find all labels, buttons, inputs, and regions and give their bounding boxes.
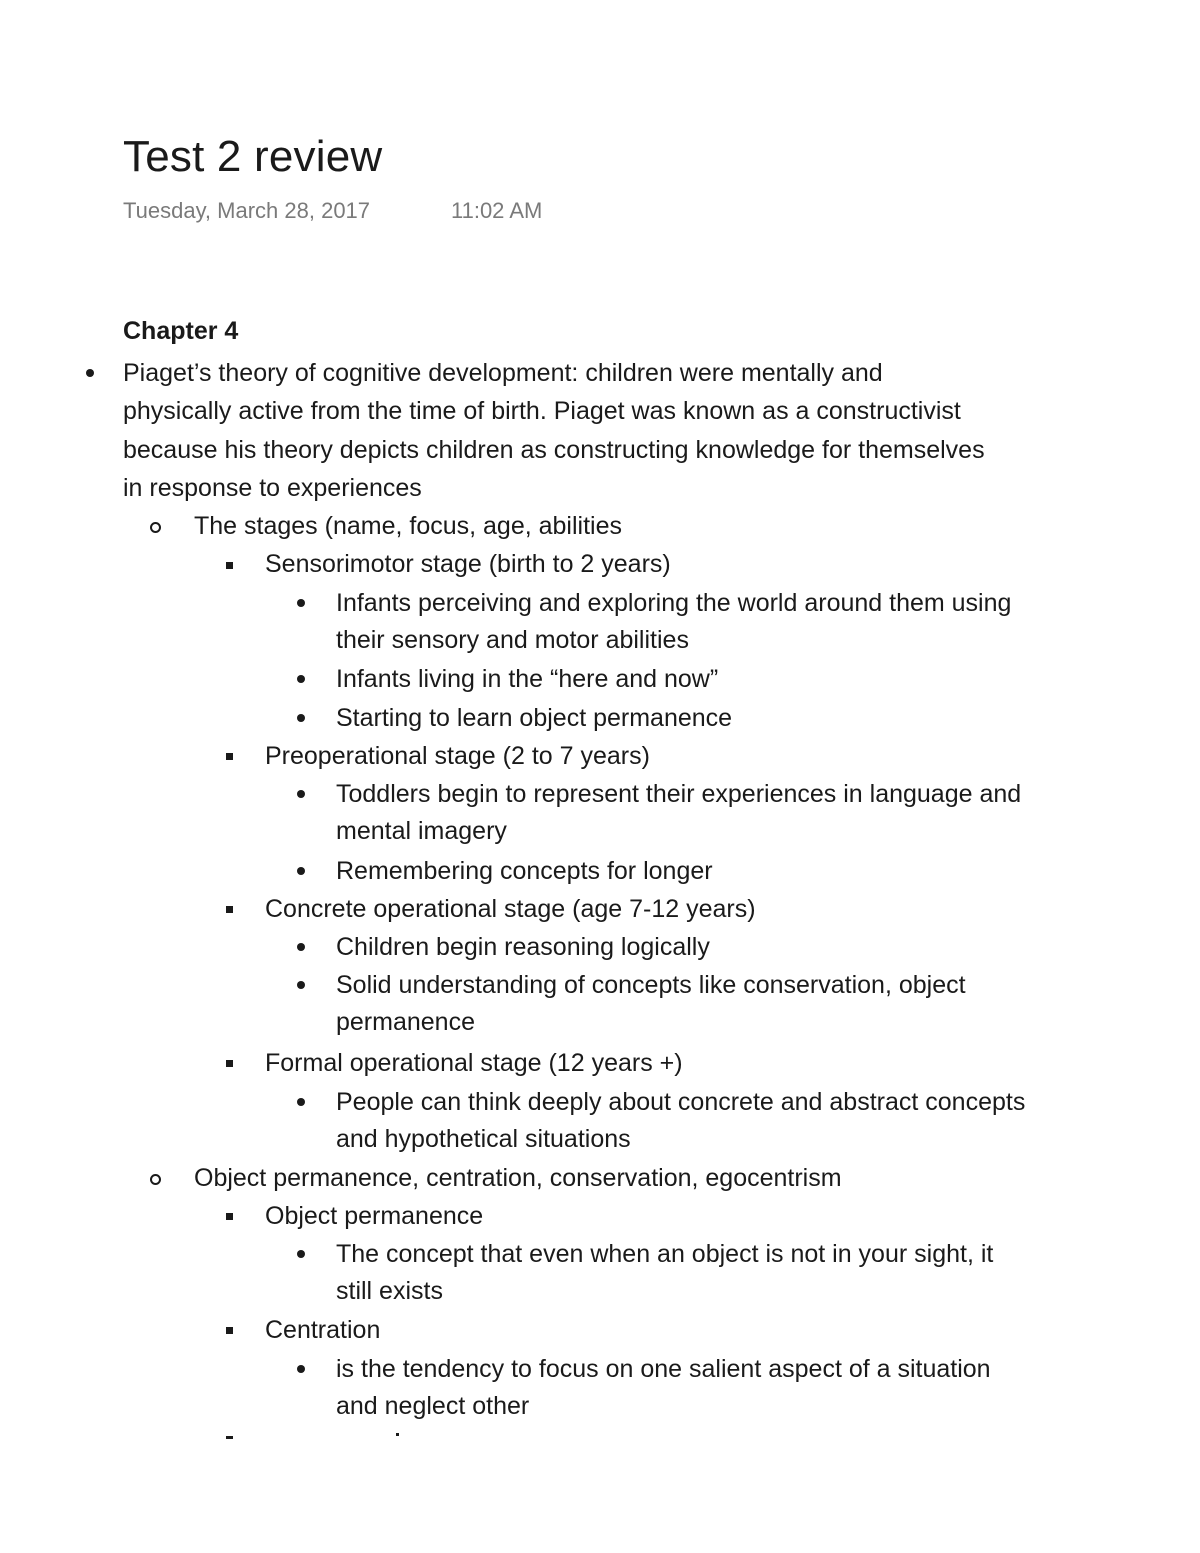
text-line: Infants perceiving and exploring the world around them using	[336, 589, 1012, 617]
text-line: permanence	[336, 1008, 475, 1036]
text-line: Toddlers begin to represent their experiences in language and	[336, 780, 1022, 808]
text-line: Object permanence, centration, conservation, egocentrism	[194, 1164, 842, 1192]
text-line: Starting to learn object permanence	[336, 704, 733, 732]
text-line: Preoperational stage (2 to 7 years)	[265, 742, 650, 770]
bullet-square-icon	[226, 562, 233, 569]
bullet-dot-icon	[297, 981, 305, 989]
text-line: and neglect other	[336, 1392, 530, 1420]
bullet-dot-icon	[297, 943, 305, 951]
text-line: Piaget’s theory of cognitive development: children were mentally and	[123, 359, 883, 387]
bullet-square-icon	[226, 1327, 233, 1334]
text-line: Object permanence	[265, 1202, 484, 1230]
bullet-square-icon	[226, 753, 233, 760]
text-line: Sensorimotor stage (birth to 2 years)	[265, 550, 671, 578]
text-line: is the tendency to focus on one salient aspect of a situation	[336, 1355, 991, 1383]
bullet-dot-icon	[297, 790, 305, 798]
bullet-square-icon	[226, 906, 233, 913]
bullet-dot-icon	[297, 1250, 305, 1258]
bullet-dot-icon	[297, 867, 305, 875]
text-line: still exists	[336, 1277, 443, 1305]
note-date: Tuesday, March 28, 2017	[123, 198, 371, 223]
text-line: mental imagery	[336, 817, 507, 845]
text-line: Centration	[265, 1316, 381, 1344]
note-time: 11:02 AM	[451, 198, 543, 223]
text-line: Formal operational stage (12 years +)	[265, 1049, 683, 1077]
chapter-heading: Chapter 4	[123, 317, 239, 345]
bullet-circle-icon	[150, 522, 161, 533]
page-cutoff	[0, 1430, 1200, 1450]
bullet-dot-icon	[297, 714, 305, 722]
text-line: Children begin reasoning logically	[336, 933, 710, 961]
text-line: Concrete operational stage (age 7-12 years)	[265, 895, 756, 923]
bullet-dot-icon	[297, 675, 305, 683]
text-line: The stages (name, focus, age, abilities	[194, 512, 623, 540]
bullet-circle-icon	[150, 1174, 161, 1185]
page-title: Test 2 review	[123, 132, 383, 181]
text-line: because his theory depicts children as constructing knowledge for themselves	[123, 436, 985, 464]
bullet-square-icon	[226, 1060, 233, 1067]
bullet-square-icon	[226, 1213, 233, 1220]
bullet-square-icon	[226, 1436, 233, 1439]
bullet-dot-icon	[297, 599, 305, 607]
text-fragment	[396, 1433, 399, 1436]
text-line: Solid understanding of concepts like conservation, object	[336, 971, 966, 999]
bullet-dot-icon	[86, 369, 94, 377]
text-line: their sensory and motor abilities	[336, 626, 689, 654]
text-line: People can think deeply about concrete and abstract concepts	[336, 1088, 1026, 1116]
bullet-dot-icon	[297, 1098, 305, 1106]
text-line: The concept that even when an object is not in your sight, it	[336, 1240, 994, 1268]
bullet-dot-icon	[297, 1365, 305, 1373]
text-line: Remembering concepts for longer	[336, 857, 713, 885]
text-line: physically active from the time of birth. Piaget was known as a constructivist	[123, 397, 961, 425]
text-line: and hypothetical situations	[336, 1125, 631, 1153]
text-line: Infants living in the “here and now”	[336, 665, 719, 693]
text-line: in response to experiences	[123, 474, 422, 502]
